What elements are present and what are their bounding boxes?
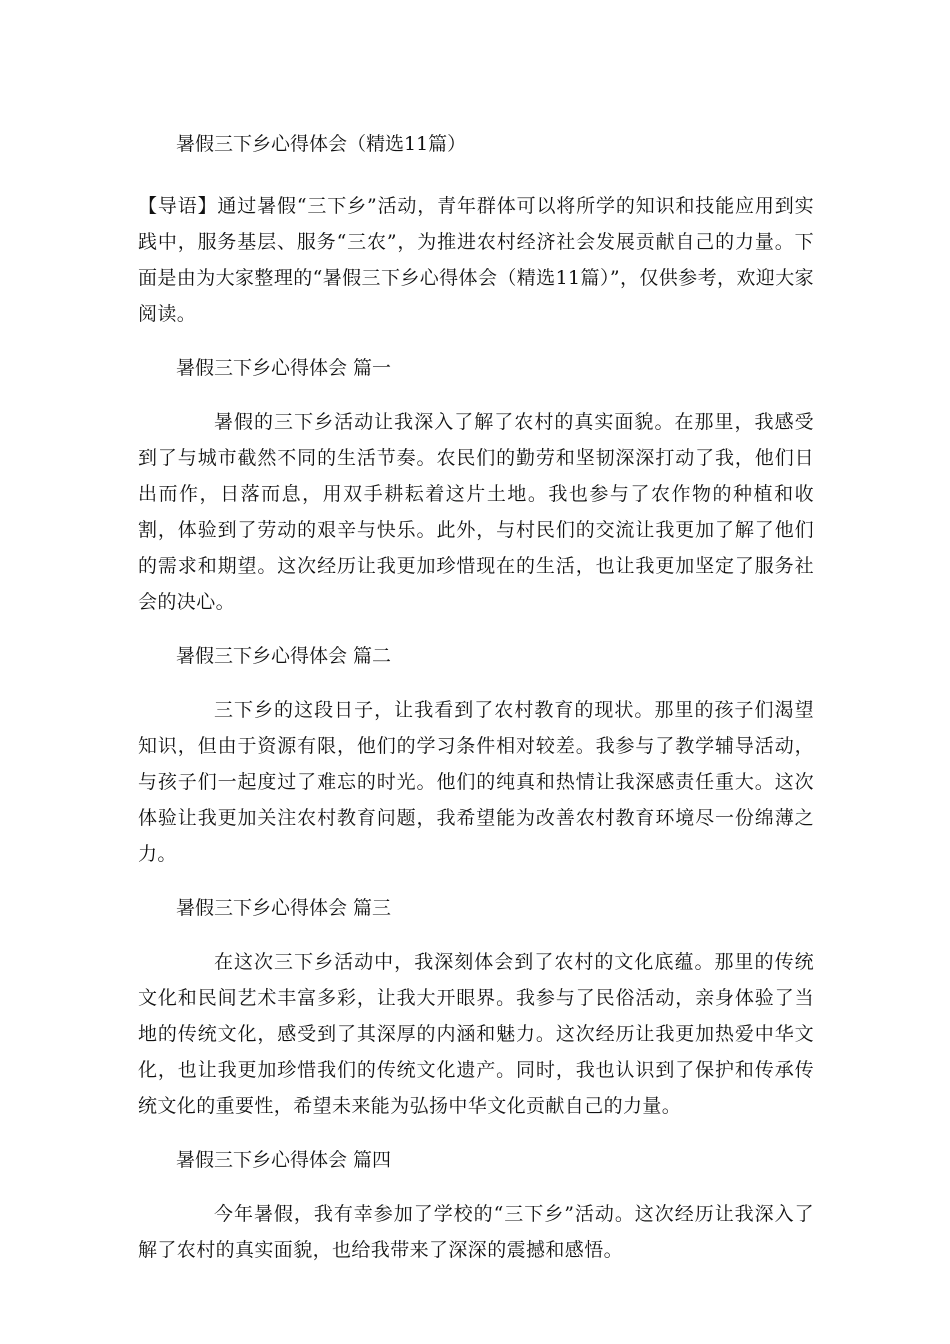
section-body-2: 三下乡的这段日子，让我看到了农村教育的现状。那里的孩子们渴望知识，但由于资源有限，他们的学习条件相对较差。我参与了教学辅导活动，与孩子们一起度过了难忘的时光。他们的纯真和热情让我深感责任重大。这次体验让我更加关注农村教育问题，我希望能为改善农村教育环境尽一份绵薄之力。	[138, 699, 814, 865]
section-body-4: 今年暑假，我有幸参加了学校的“三下乡”活动。这次经历让我深入了解了农村的真实面貌，也给我带来了深深的震撼和感悟。	[138, 1203, 814, 1261]
section-heading-1: 暑假三下乡心得体会 篇一	[176, 357, 392, 379]
section-body-1: 暑假的三下乡活动让我深入了解了农村的真实面貌。在那里，我感受到了与城市截然不同的生活节奏。农民们的勤劳和坚韧深深打动了我，他们日出而作，日落而息，用双手耕耘着这片土地。我也参与了农作物的种植和收割，体验到了劳动的艰辛与快乐。此外，与村民们的交流让我更加了解了他们的需求和期望。这次经历让我更加珍惜现在的生活，也让我更加坚定了服务社会的决心。	[138, 411, 814, 613]
document-title: 暑假三下乡心得体会（精选11篇）	[176, 133, 467, 155]
intro-paragraph: 【导语】通过暑假“三下乡”活动，青年群体可以将所学的知识和技能应用到实践中，服务基层、服务“三农”，为推进农村经济社会发展贡献自己的力量。下面是由为大家整理的“暑假三下乡心得体会（精选11篇）”，仅供参考，欢迎大家阅读。	[138, 195, 814, 325]
section-heading-2: 暑假三下乡心得体会 篇二	[176, 645, 392, 667]
section-heading-4: 暑假三下乡心得体会 篇四	[176, 1149, 392, 1171]
section-heading-3: 暑假三下乡心得体会 篇三	[176, 897, 392, 919]
document-page	[138, 126, 814, 1286]
section-body-3: 在这次三下乡活动中，我深刻体会到了农村的文化底蕴。那里的传统文化和民间艺术丰富多彩，让我大开眼界。我参与了民俗活动，亲身体验了当地的传统文化，感受到了其深厚的内涵和魅力。这次经历让我更加热爱中华文化，也让我更加珍惜我们的传统文化遗产。同时，我也认识到了保护和传承传统文化的重要性，希望未来能为弘扬中华文化贡献自己的力量。	[138, 951, 814, 1117]
